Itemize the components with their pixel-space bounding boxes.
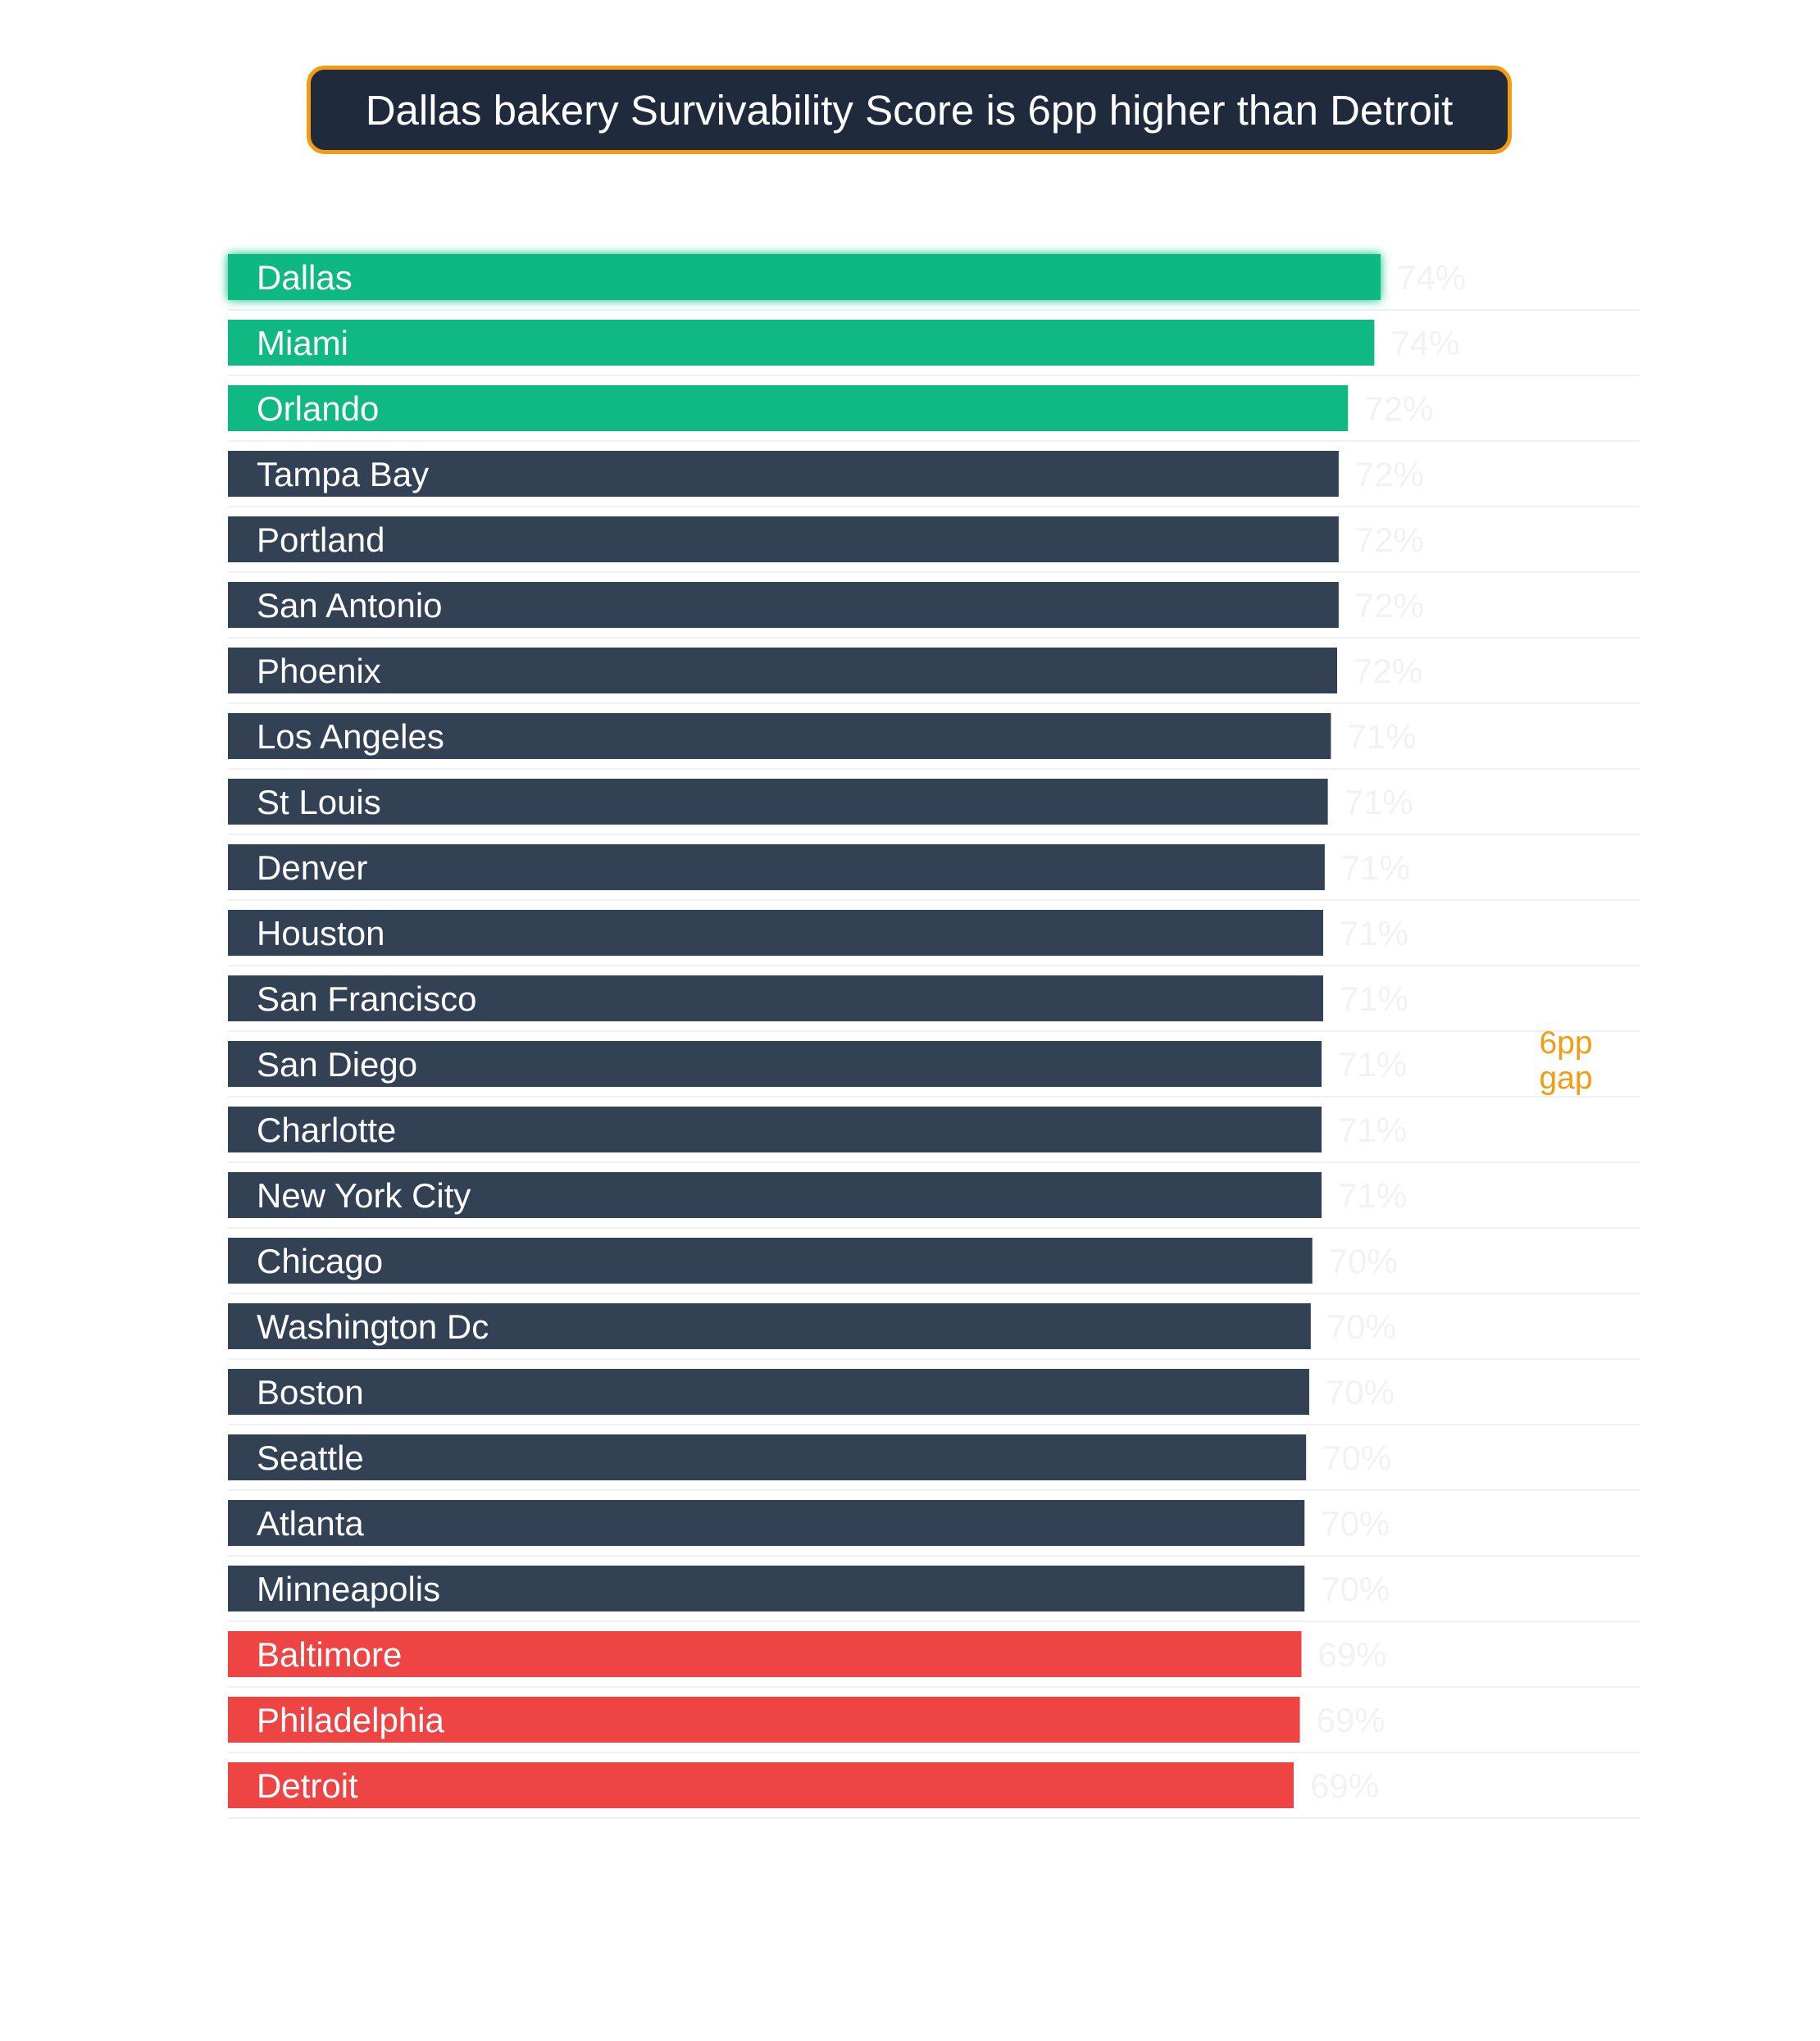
bar-label: Washington Dc xyxy=(257,1307,489,1346)
chart-title: Dallas bakery Survivability Score is 6pp higher than Detroit xyxy=(307,66,1512,154)
bar-miami xyxy=(228,320,1374,366)
bar-label: Tampa Bay xyxy=(257,455,430,493)
value-label: 74% xyxy=(1396,258,1467,297)
value-label: 70% xyxy=(1325,1373,1395,1411)
value-label: 71% xyxy=(1340,848,1410,887)
value-label: 71% xyxy=(1339,980,1409,1018)
bar-label: Los Angeles xyxy=(257,717,444,756)
bar-label: Dallas xyxy=(257,258,353,297)
bar-label: Detroit xyxy=(257,1766,358,1805)
bar-label: Philadelphia xyxy=(257,1701,444,1739)
value-label: 72% xyxy=(1354,455,1424,493)
chart-rows xyxy=(228,254,1640,1818)
value-label: 70% xyxy=(1328,1242,1398,1280)
value-label: 71% xyxy=(1338,1111,1408,1149)
bar-label: Portland xyxy=(257,520,385,559)
bar-phoenix xyxy=(228,648,1337,693)
bar-label: San Diego xyxy=(257,1045,418,1084)
bar-label: Houston xyxy=(257,914,385,952)
value-label: 70% xyxy=(1321,1504,1390,1543)
value-label: 72% xyxy=(1354,652,1423,690)
bar-houston xyxy=(228,910,1323,956)
value-label: 70% xyxy=(1326,1307,1396,1346)
value-label: 70% xyxy=(1322,1439,1392,1477)
value-label: 71% xyxy=(1338,1045,1408,1084)
bar-seattle xyxy=(228,1434,1306,1480)
bar-label: Baltimore xyxy=(257,1635,403,1674)
value-label: 69% xyxy=(1310,1766,1380,1805)
bar-label: Seattle xyxy=(257,1439,364,1477)
value-label: 71% xyxy=(1338,1176,1408,1215)
bar-label: St Louis xyxy=(257,783,381,821)
bar-label: Atlanta xyxy=(257,1504,364,1543)
bar-dallas xyxy=(228,254,1381,300)
bar-label: Charlotte xyxy=(257,1111,397,1149)
value-label: 69% xyxy=(1316,1701,1385,1739)
bar-label: New York City xyxy=(257,1176,471,1215)
bar-label: Chicago xyxy=(257,1242,384,1280)
value-label: 72% xyxy=(1364,389,1434,428)
bar-chicago xyxy=(228,1238,1313,1284)
bar-detroit xyxy=(228,1762,1294,1808)
value-label: 72% xyxy=(1354,586,1424,625)
bar-label: Boston xyxy=(257,1373,364,1411)
bar-orlando xyxy=(228,385,1348,431)
bar-label: Orlando xyxy=(257,389,380,428)
value-label: 71% xyxy=(1344,783,1413,821)
value-label: 70% xyxy=(1321,1570,1390,1608)
bar-denver xyxy=(228,844,1325,890)
value-label: 71% xyxy=(1347,717,1417,756)
bar-portland xyxy=(228,516,1339,562)
bar-st-louis xyxy=(228,779,1328,825)
bar-label: Phoenix xyxy=(257,652,381,690)
bar-label: Miami xyxy=(257,324,348,362)
value-label: 72% xyxy=(1354,520,1424,559)
gap-annotation-line2: gap xyxy=(1539,1061,1593,1096)
value-label: 74% xyxy=(1390,324,1460,362)
bar-label: Denver xyxy=(257,848,368,887)
bar-label: Minneapolis xyxy=(257,1570,441,1608)
bar-atlanta xyxy=(228,1500,1304,1546)
value-label: 71% xyxy=(1339,914,1409,952)
bar-boston xyxy=(228,1369,1309,1415)
bar-label: San Francisco xyxy=(257,980,477,1018)
bar-label: San Antonio xyxy=(257,586,443,625)
value-label: 69% xyxy=(1317,1635,1387,1674)
gap-annotation-line1: 6pp xyxy=(1539,1025,1593,1061)
